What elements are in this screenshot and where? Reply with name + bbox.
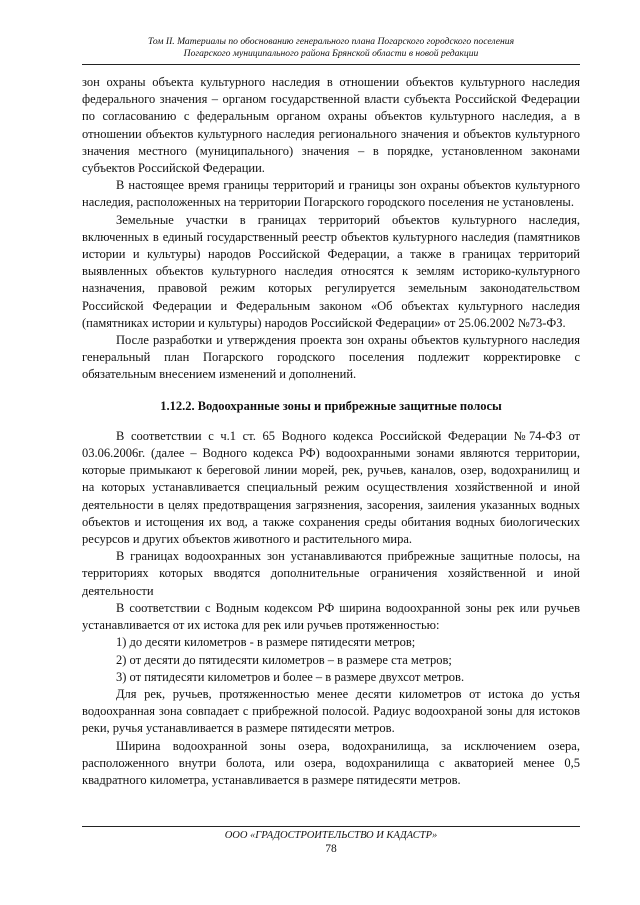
section-heading: 1.12.2. Водоохранные зоны и прибрежные защитные полосы — [160, 398, 502, 413]
header-line-2: Погарского муниципального района Брянской области в новой редакции — [183, 48, 479, 59]
paragraph-2: В настоящее время границы территорий и границы зон охраны объектов культурного наследия, расположенных на территории Погарского городского поселения не установлены. — [82, 178, 580, 210]
page-body — [82, 74, 580, 789]
list-item-3: 3) от пятидесяти километров и более – в размере двухсот метров. — [116, 669, 465, 684]
running-header — [82, 36, 580, 60]
paragraph-1: зон охраны объекта культурного наследия в отношении объектов культурного наследия федерального значения – органом государственной власти субъекта Российской Федерации по согласованию с федеральным органом охраны объектов культурного наследия, а в отношении объектов культурного наследия регионального значения и объектов культурного значения местного (муниципального) значения – в порядке, установленном законами субъектов Российской Федерации. — [82, 75, 580, 176]
paragraph-4: После разработки и утверждения проекта зон охраны объектов культурного наследия генеральный план Погарского городского поселения подлежит корректировке с обязательным внесением изменений и дополнений. — [82, 333, 580, 382]
list-item-2: 2) от десяти до пятидесяти километров – в размере ста метров; — [116, 652, 452, 667]
footer-company: ООО «ГРАДОСТРОИТЕЛЬСТВО И КАДАСТР» — [224, 830, 438, 841]
footer-rule — [82, 826, 580, 827]
header-rule — [82, 64, 580, 65]
paragraph-5: В соответствии с ч.1 ст. 65 Водного кодекса Российской Федерации №74-ФЗ от 03.06.2006г. (далее – Водного кодекса РФ) водоохранными зонами являются территории, которые примыкают к береговой линии морей, рек, ручьев, каналов, озер, водохранилищ и на которых устанавливается специальный режим осуществления хозяйственной и иной деятельности в целях предотвращения загрязнения, засорения, заиления указанных водных объектов и истощения их вод, а также сохранения среды обитания водных биологических ресурсов и других объектов животного и растительного мира. — [82, 428, 580, 547]
paragraph-6: В границах водоохранных зон устанавливаются прибрежные защитные полосы, на территориях которых вводятся дополнительные ограничения хозяйственной и иной деятельности — [82, 549, 580, 598]
paragraph-8: Для рек, ручьев, протяженностью менее десяти километров от истока до устья водоохранная зона совпадает с прибрежной полосой. Радиус водоохраной зоны для истоков реки, ручья устанавливается в размере пятидесяти метров. — [82, 686, 580, 736]
page-number: 78 — [325, 843, 337, 855]
list-item-1: 1) до десяти километров - в размере пятидесяти метров; — [116, 635, 416, 650]
header-line-1: Том II. Материалы по обоснованию генерального плана Погарского городского поселения — [147, 36, 515, 47]
paragraph-9: Ширина водоохранной зоны озера, водохранилища, за исключением озера, расположенного внутри болота, или озера, водохранилища с акваторией менее 0,5 квадратного километра, устанавливается в размере пятидесяти метров. — [82, 738, 580, 787]
paragraph-3: Земельные участки в границах территорий объектов культурного наследия, включенных в единый государственный реестр объектов культурного наследия (памятников истории и культуры) народов Российской Федерации, а также в границах территорий выявленных объектов культурного наследия относятся к землям историко-культурного назначения, правовой режим которых регулируется земельным законодательством Российской Федерации и Федеральным законом «Об объектах культурного наследия (памятниках истории и культуры) народов Российской Федерации» от 25.06.2002 №73-ФЗ. — [82, 212, 580, 330]
paragraph-7: В соответствии с Водным кодексом РФ ширина водоохранной зоны рек или ручьев устанавливается от их истока для рек или ручьев протяженностью: — [82, 600, 580, 633]
